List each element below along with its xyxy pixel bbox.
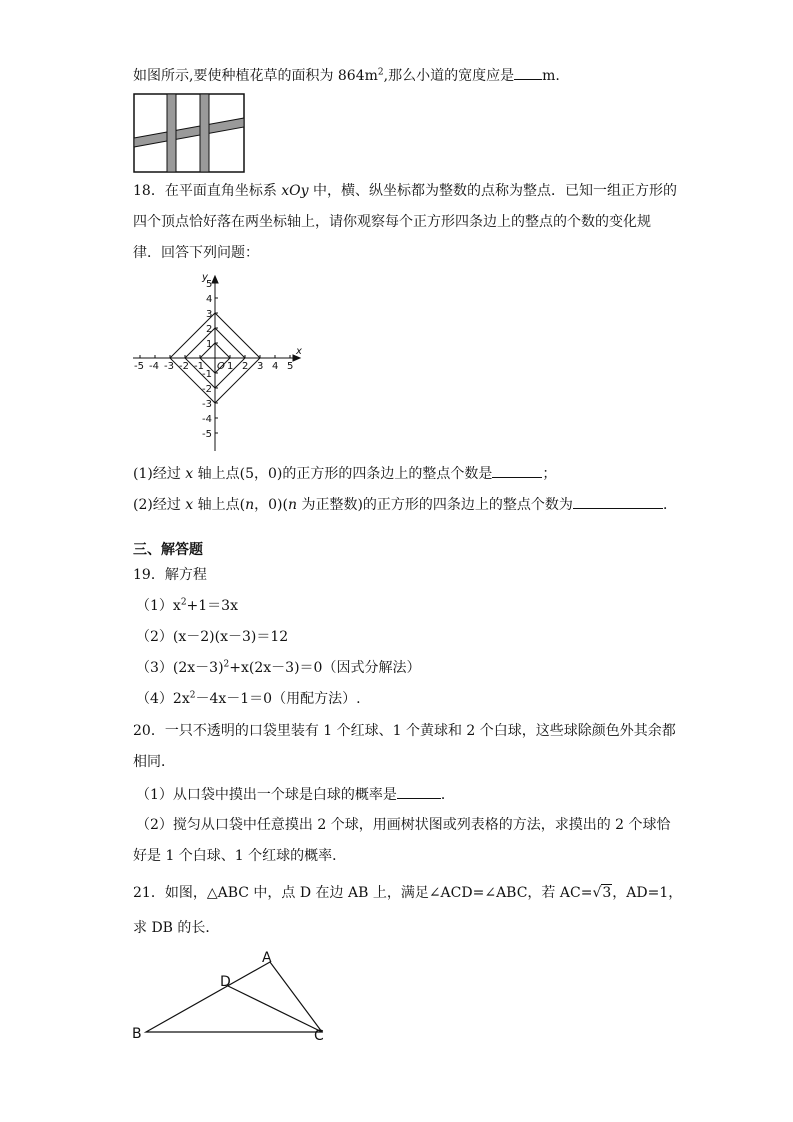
q19-eq4: [136, 689, 361, 709]
q20-sub1-blank[interactable]: [397, 784, 441, 799]
x-tick-label: 3: [257, 361, 264, 372]
sqrt-radicand: 3: [602, 885, 612, 901]
x-tick-label: -4: [149, 361, 159, 372]
q21-line1-a: 21．如图，△ABC 中，点 D 在边 AB 上，满足∠ACD=∠ABC，若 AC=: [133, 885, 593, 901]
coordinate-graph: [128, 270, 308, 454]
q18-sub2-d: 为正整数)的正方形的四条边上的整点个数为: [297, 497, 573, 513]
q18-sub1-blank[interactable]: [492, 463, 542, 478]
sqrt-expression: √3: [592, 885, 612, 901]
q18-sub1-x: x: [185, 466, 194, 482]
x-tick-label: 1: [227, 361, 234, 372]
y-tick-label: 5: [206, 279, 213, 290]
x-tick-label: 5: [287, 361, 294, 372]
x-tick-label: 4: [272, 361, 279, 372]
q18-sub1-c: ；: [542, 466, 557, 482]
q18-line1-a: 18．在平面直角坐标系: [133, 183, 282, 199]
vertex-a-label: A: [262, 950, 272, 966]
q19-eq2: （2）(x－2)(x－3)＝12: [136, 629, 289, 645]
q19-title: 19．解方程: [133, 567, 207, 583]
y-tick-label: -2: [202, 384, 212, 395]
q20-sub2-line1: （2）搅匀从口袋中任意摸出 2 个球，用画树状图或列表格的方法，求摸出的 2 个球恰: [136, 817, 671, 833]
q21-line2: 求 DB 的长．: [133, 920, 220, 936]
x-tick-label: -5: [134, 361, 144, 372]
y-axis-arrow: [212, 276, 218, 283]
triangle-abc: [146, 962, 322, 1032]
q18-sub1-b: 轴上点(5，0)的正方形的四条边上的整点个数是: [193, 466, 493, 482]
q19-eq4-b: －4x－1＝0（用配方法）.: [195, 691, 361, 707]
q21-line1-b: ，AD=1，: [612, 885, 683, 901]
y-tick-label: -4: [202, 414, 212, 425]
q17-text: [133, 65, 560, 86]
q18-sub2-blank[interactable]: [573, 494, 663, 509]
q18-line2: 四个顶点恰好落在两坐标轴上，请你观察每个正方形四条边上的整点的个数的变化规: [133, 214, 651, 230]
q18-sub2-a: (2)经过: [133, 497, 186, 513]
x-tick-label: -2: [179, 361, 189, 372]
q18-sub2: [133, 494, 677, 515]
q17-text-a: 如图所示,要使种植花草的面积为 864m: [133, 68, 378, 84]
garden-path-figure: [133, 93, 245, 173]
q21-line1: [133, 883, 682, 903]
q20-sub1: [136, 784, 455, 805]
y-tick-label: -1: [202, 369, 212, 380]
section-3-heading: 三、解答题: [133, 542, 203, 558]
q19-eq3-sup: 2: [223, 659, 230, 670]
x-tick-label: -1: [194, 361, 204, 372]
origin-label: O: [217, 361, 225, 372]
q19-eq1-sup: 2: [180, 597, 187, 608]
q18-line1: [133, 181, 677, 201]
y-tick-label: -3: [202, 399, 212, 410]
q17-sup: 2: [377, 67, 384, 78]
q19-eq1: [136, 596, 238, 616]
q18-line1-b: 中，横、纵坐标都为整数的点称为整点．已知一组正方形的: [308, 183, 678, 199]
q17-text-c: m.: [542, 68, 560, 84]
q18-sub2-c: ，0)(: [254, 497, 288, 513]
q18-sub1-a: (1)经过: [133, 466, 186, 482]
q18-sub2-n: n: [245, 497, 255, 513]
x-axis-label: x: [296, 346, 302, 357]
q18-sub1: [133, 463, 556, 484]
segment-dc: [228, 986, 322, 1032]
point-d-label: D: [220, 974, 231, 990]
q19-eq3: [136, 658, 420, 678]
q17-text-b: ,那么小道的宽度应是: [383, 68, 515, 84]
q20-sub1-a: （1）从口袋中摸出一个球是白球的概率是: [136, 787, 397, 803]
q18-sub2-x: x: [185, 497, 194, 513]
q19-eq1-b: +1＝3x: [186, 598, 238, 614]
q18-sub2-e: ．: [662, 497, 677, 513]
q20-line2: 相同．: [133, 754, 175, 770]
q19-eq4-sup: 2: [189, 690, 196, 701]
q18-var-xoy: xOy: [281, 183, 309, 199]
y-axis-label: y: [202, 272, 208, 283]
q19-eq4-a: （4）2x: [136, 691, 190, 707]
y-tick-label: 3: [206, 309, 213, 320]
y-tick-label: -5: [202, 429, 212, 440]
y-tick-label: 1: [206, 339, 213, 350]
q19-eq3-a: （3）(2x－3): [136, 660, 224, 676]
y-tick-label: 4: [206, 294, 213, 305]
q20-sub1-b: ．: [440, 787, 455, 803]
q19-eq1-a: （1）x: [136, 598, 181, 614]
y-tick-label: 2: [206, 324, 213, 335]
triangle-figure: [128, 948, 338, 1048]
vertex-c-label: C: [314, 1028, 324, 1044]
x-tick-label: -3: [164, 361, 174, 372]
q20-sub2-line2: 好是 1 个白球、1 个红球的概率．: [133, 848, 347, 864]
vertex-b-label: B: [132, 1026, 142, 1042]
q17-answer-blank[interactable]: [514, 65, 542, 80]
q18-line3: 律．回答下列问题：: [133, 245, 259, 261]
q18-sub2-b: 轴上点(: [193, 497, 246, 513]
q18-sub2-n2: n: [287, 497, 298, 513]
q20-line1: 20．一只不透明的口袋里装有 1 个红球、1 个黄球和 2 个白球，这些球除颜色外其余都: [133, 723, 676, 739]
q19-eq3-b: +x(2x－3)＝0（因式分解法）: [229, 660, 421, 676]
x-tick-label: 2: [242, 361, 249, 372]
